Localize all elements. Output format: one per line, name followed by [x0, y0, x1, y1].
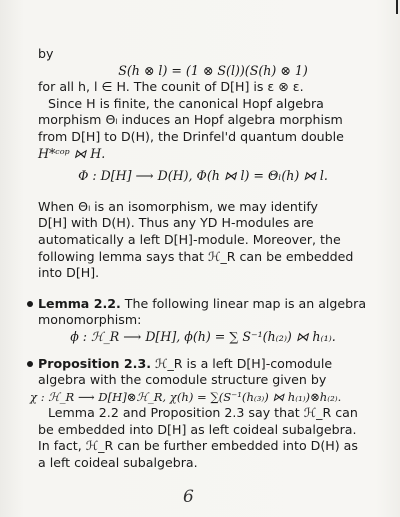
- text-line: Since H is finite, the canonical Hopf algebra: [48, 95, 324, 111]
- text-line: D[H] with D(H). Thus any YD H-modules are: [38, 215, 314, 231]
- page-number: 6: [183, 487, 194, 507]
- lemma-heading: [38, 296, 368, 313]
- bullet-icon: [27, 361, 33, 367]
- page-body: [30, 46, 368, 472]
- phi-morphism-formula: Φ : D[H] ⟶ D(H), Φ(h ⋈ l) = Θₗ(h) ⋈ l.: [78, 168, 328, 184]
- text-line: H*ᶜᵒᵖ ⋈ H.: [38, 145, 106, 161]
- text-line: be embedded into D[H] as left coideal subalgebra.: [38, 421, 357, 437]
- text-line: for all h, l ∈ H. The counit of D[H] is ε ⊗ ε.: [38, 79, 304, 95]
- text-line: algebra with the comodule structure given by: [38, 372, 327, 388]
- text-line: automatically a left D[H]-module. Moreover, the: [38, 231, 341, 247]
- text-line: morphism Θₗ induces an Hopf algebra morphism: [38, 112, 343, 128]
- scan-edge-mark: [396, 0, 398, 14]
- text-line: into D[H].: [38, 265, 100, 281]
- text-line: In fact, ℋ_R can be further embedded into D(H) as: [38, 438, 358, 454]
- proposition-heading: [38, 356, 368, 373]
- proposition-formula: χ : ℋ_R ⟶ D[H]⊗ℋ_R, χ(h) = ∑(S⁻¹(h₍₃₎) ⋈ h₍₁₎)⊗h₍₂₎.: [30, 389, 342, 404]
- text-line: monomorphism:: [38, 312, 142, 328]
- proposition-title: Proposition 2.3.: [38, 355, 152, 371]
- text-line: a left coideal subalgebra.: [38, 455, 198, 471]
- text-line: by: [38, 46, 54, 61]
- bullet-icon: [27, 301, 33, 307]
- lemma-title: Lemma 2.2.: [38, 295, 121, 311]
- text-line: Lemma 2.2 and Proposition 2.3 say that ℋ_R can: [48, 405, 358, 421]
- antipode-formula: S(h ⊗ l) = (1 ⊗ S(l))(S(h) ⊗ 1): [118, 62, 308, 78]
- proposition-text: ℋ_R is a left D[H]-comodule: [151, 355, 333, 371]
- lemma-formula: ϕ : ℋ_R ⟶ D[H], ϕ(h) = ∑ S⁻¹(h₍₂₎) ⋈ h₍₁₎.: [70, 328, 336, 344]
- text-line: following lemma says that ℋ_R can be embedded: [38, 248, 354, 264]
- lemma-text: The following linear map is an algebra: [120, 295, 367, 311]
- text-line: When Θₗ is an isomorphism, we may identify: [38, 198, 318, 214]
- text-line: from D[H] to D(H), the Drinfel'd quantum double: [38, 128, 344, 144]
